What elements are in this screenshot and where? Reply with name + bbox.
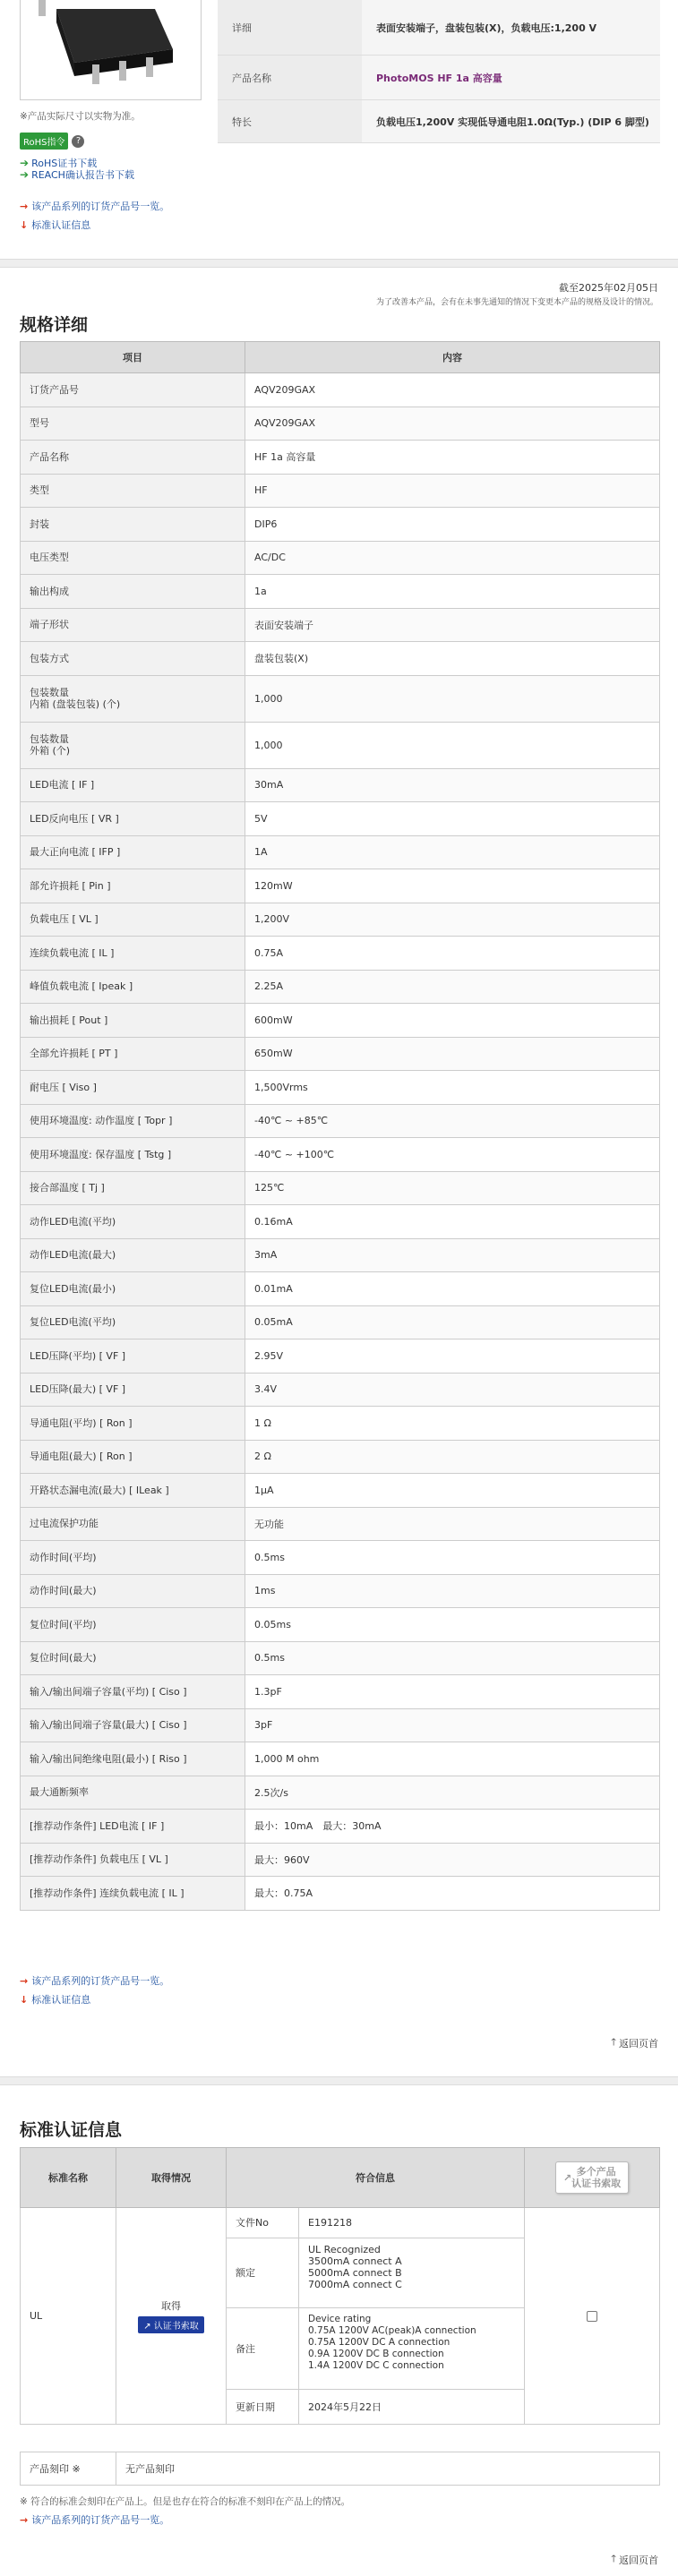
- order-list-link[interactable]: → 该产品系列的订货产品号一览。: [20, 2513, 170, 2526]
- spec-key: 包装数量 外箱 (个): [21, 722, 245, 768]
- download-links: [20, 158, 134, 181]
- marking-note: ※ 符合的标准会刻印在产品上。但是也存在符合的标准不刻印在产品上的情况。: [20, 2496, 351, 2507]
- product-summary: [0, 0, 678, 260]
- spec-value: 3mA: [245, 1238, 660, 1272]
- spec-row: [21, 1205, 660, 1239]
- mini-spec-row: [218, 56, 660, 100]
- mini-spec-row: [218, 100, 660, 143]
- spec-row: [21, 508, 660, 542]
- spec-value: 3.4V: [245, 1373, 660, 1407]
- compliance-info: [227, 2208, 525, 2424]
- spec-value: 1,000: [245, 675, 660, 722]
- spec-value: 表面安装端子: [245, 608, 660, 642]
- spec-key: 输入/输出间绝缘电阻(最小) [ Riso ]: [21, 1742, 245, 1776]
- info-value: E191218: [308, 2216, 352, 2229]
- back-to-top-link[interactable]: 🡑 返回页首: [611, 2034, 658, 2051]
- spec-key: 输入/输出间端子容量(平均) [ Ciso ]: [21, 1675, 245, 1709]
- info-key: 更新日期: [227, 2390, 299, 2424]
- standards-section-title: 标准认证信息: [20, 2120, 123, 2140]
- reach-report-link[interactable]: ➔ REACH确认报告书下载: [20, 168, 134, 181]
- spec-row: [21, 1474, 660, 1508]
- spec-key: 最大通断频率: [21, 1776, 245, 1810]
- spec-key: 耐电压 [ Viso ]: [21, 1071, 245, 1105]
- spec-row: [21, 407, 660, 441]
- spec-row: [21, 474, 660, 508]
- spec-key: 导通电阻(最大) [ Ron ]: [21, 1440, 245, 1474]
- header-standard-name: 标准名称: [21, 2148, 116, 2207]
- spec-key: 峰值负载电流 [ Ipeak ]: [21, 970, 245, 1004]
- arrow-up-icon: 🡑: [611, 2553, 616, 2564]
- spec-row: [21, 768, 660, 802]
- spec-value: 2.25A: [245, 970, 660, 1004]
- spec-row: [21, 1272, 660, 1306]
- standards-header-row: [20, 2147, 660, 2208]
- spec-key: LED压降(平均) [ VF ]: [21, 1339, 245, 1374]
- status-text: 取得: [161, 2300, 181, 2312]
- spec-value: 1ms: [245, 1574, 660, 1608]
- spec-row: [21, 1675, 660, 1709]
- spec-value: 2.5次/s: [245, 1776, 660, 1810]
- header-status: 取得情况: [116, 2148, 227, 2207]
- spec-key: 复位LED电流(平均): [21, 1305, 245, 1339]
- spec-value: 无功能: [245, 1507, 660, 1541]
- spec-value: 0.5ms: [245, 1641, 660, 1675]
- spec-value: 0.5ms: [245, 1541, 660, 1575]
- info-row: [227, 2238, 524, 2308]
- column-header-content: 内容: [245, 342, 660, 373]
- spec-key: 复位时间(平均): [21, 1608, 245, 1642]
- spec-row: [21, 722, 660, 768]
- arrow-right-icon: →: [20, 2513, 29, 2526]
- mini-spec-key: 特长: [218, 100, 362, 142]
- section-divider: [0, 2076, 678, 2085]
- spec-row: [21, 1138, 660, 1172]
- spec-row: [21, 1037, 660, 1071]
- arrow-right-icon: ➔: [20, 157, 30, 169]
- spec-row: [21, 1171, 660, 1205]
- spec-row: [21, 642, 660, 676]
- spec-row: [21, 802, 660, 836]
- spec-row: [21, 608, 660, 642]
- rohs-certificate-link[interactable]: ➔ RoHS证书下载: [20, 157, 98, 169]
- spec-key: 端子形状: [21, 608, 245, 642]
- spec-key: 全部允许损耗 [ PT ]: [21, 1037, 245, 1071]
- spec-section-title: 规格详细: [20, 315, 89, 335]
- spec-key: 动作LED电流(最大): [21, 1238, 245, 1272]
- spec-row: [21, 1373, 660, 1407]
- spec-value: HF 1a 高容量: [245, 441, 660, 475]
- spec-value: 30mA: [245, 768, 660, 802]
- arrow-down-icon: ↓: [20, 218, 29, 231]
- product-image: [20, 0, 202, 100]
- info-row: [227, 2390, 524, 2424]
- spec-row: [21, 1407, 660, 1441]
- spec-value: 1,200V: [245, 903, 660, 937]
- spec-key: LED压降(最大) [ VF ]: [21, 1373, 245, 1407]
- spec-key: 输出损耗 [ Pout ]: [21, 1004, 245, 1038]
- spec-value: 0.05ms: [245, 1608, 660, 1642]
- arrow-right-icon: →: [20, 200, 29, 212]
- spec-row: [21, 441, 660, 475]
- spec-row: [21, 937, 660, 971]
- spec-value: 2.95V: [245, 1339, 660, 1374]
- info-key: 额定: [227, 2238, 299, 2307]
- select-cell: [525, 2208, 659, 2424]
- spec-key: 使用环境温度: 保存温度 [ Tstg ]: [21, 1138, 245, 1172]
- spec-row: [21, 1776, 660, 1810]
- rohs-badge[interactable]: RoHS指令: [20, 133, 68, 150]
- multi-product-cert-button[interactable]: ↗ 多个产品 认证书索取: [555, 2161, 629, 2194]
- select-checkbox[interactable]: [587, 2311, 597, 2322]
- spec-row: [21, 675, 660, 722]
- spec-row: [21, 903, 660, 937]
- spec-key: 过电流保护功能: [21, 1507, 245, 1541]
- spec-key: 型号: [21, 407, 245, 441]
- spec-key: 复位LED电流(最小): [21, 1272, 245, 1306]
- question-icon[interactable]: ?: [72, 135, 84, 148]
- external-link-icon: ↗: [143, 2322, 154, 2332]
- rohs-row: [20, 133, 84, 150]
- spec-value: 650mW: [245, 1037, 660, 1071]
- back-to-top-link[interactable]: 🡑 返回页首: [611, 2551, 658, 2568]
- spec-row: [21, 1708, 660, 1742]
- spec-change-note: 为了改善本产品，会有在未事先通知的情况下变更本产品的规格及设计的情况。: [375, 298, 658, 307]
- spec-row: [21, 1608, 660, 1642]
- marking-key: 产品刻印 ※: [21, 2452, 116, 2485]
- spec-row: [21, 970, 660, 1004]
- spec-value: -40℃ ~ +85℃: [245, 1104, 660, 1138]
- spec-row: [21, 1574, 660, 1608]
- info-value: 2024年5月22日: [308, 2401, 382, 2413]
- image-size-note: ※产品实际尺寸以实物为准。: [20, 111, 141, 122]
- spec-row: [21, 373, 660, 407]
- spec-key: 类型: [21, 474, 245, 508]
- spec-key: 开路状态漏电流(最大) [ ILeak ]: [21, 1474, 245, 1508]
- column-header-item: 项目: [21, 342, 245, 373]
- spec-value: -40℃ ~ +100℃: [245, 1138, 660, 1172]
- info-value: Device rating 0.75A 1200V AC(peak)A connection 0.75A 1200V DC A connection 0.9A 1200V DC B connection 1.4A 1200V DC C connection: [308, 2313, 476, 2371]
- spec-row: [21, 869, 660, 903]
- spec-key: 部允许损耗 [ Pin ]: [21, 869, 245, 903]
- section-divider: [0, 259, 678, 268]
- spec-value: AC/DC: [245, 541, 660, 575]
- spec-value: AQV209GAX: [245, 373, 660, 407]
- spec-table-body: [21, 373, 660, 1911]
- spec-key: 复位时间(最大): [21, 1641, 245, 1675]
- spec-key: [推荐动作条件] 连续负载电流 [ IL ]: [21, 1877, 245, 1911]
- mini-spec-value: 表面安装端子，盘装包装(X)，负载电压:1,200 V: [362, 0, 660, 55]
- header-info: 符合信息: [227, 2148, 525, 2207]
- spec-value: 最小：10mA 最大：30mA: [245, 1810, 660, 1844]
- external-link-icon: ↗: [562, 2171, 572, 2184]
- spec-value: 125℃: [245, 1171, 660, 1205]
- spec-row: [21, 1440, 660, 1474]
- spec-row: [21, 1339, 660, 1374]
- as-of-date: 截至2025年02月05日: [559, 282, 658, 294]
- spec-key: 动作时间(平均): [21, 1541, 245, 1575]
- spec-value: 1,000: [245, 722, 660, 768]
- spec-value: 最大：960V: [245, 1843, 660, 1877]
- info-row: [227, 2308, 524, 2391]
- arrow-right-icon: →: [20, 1974, 29, 1987]
- spec-row: [21, 1641, 660, 1675]
- spec-value: 最大：0.75A: [245, 1877, 660, 1911]
- arrow-down-icon: ↓: [20, 1993, 29, 2006]
- spec-key: 使用环境温度: 动作温度 [ Topr ]: [21, 1104, 245, 1138]
- mini-spec-key: 详细: [218, 0, 362, 55]
- spec-key: LED电流 [ IF ]: [21, 768, 245, 802]
- marking-value: 无产品刻印: [125, 2463, 175, 2475]
- spec-value: 1.3pF: [245, 1675, 660, 1709]
- spec-key: 接合部温度 [ Tj ]: [21, 1171, 245, 1205]
- spec-row: [21, 1541, 660, 1575]
- spec-value: 1μA: [245, 1474, 660, 1508]
- relay-chip-image: [21, 0, 202, 100]
- mini-spec-table: [218, 0, 660, 143]
- spec-row: [21, 1104, 660, 1138]
- spec-value: 3pF: [245, 1708, 660, 1742]
- spec-value: HF: [245, 474, 660, 508]
- order-list-link[interactable]: → 该产品系列的订货产品号一览。: [20, 1974, 170, 1987]
- arrow-right-icon: ➔: [20, 168, 30, 181]
- spec-key: LED反向电压 [ VR ]: [21, 802, 245, 836]
- spec-value: 120mW: [245, 869, 660, 903]
- spec-key: 最大正向电流 [ IFP ]: [21, 835, 245, 869]
- spec-value: 盘装包装(X): [245, 642, 660, 676]
- spec-value: 1a: [245, 575, 660, 609]
- spec-value: 5V: [245, 802, 660, 836]
- spec-table: [20, 341, 660, 1911]
- spec-value: 1,000 M ohm: [245, 1742, 660, 1776]
- standards-link[interactable]: ↓ 标准认证信息: [20, 218, 91, 231]
- spec-row: [21, 1507, 660, 1541]
- spec-key: 电压类型: [21, 541, 245, 575]
- spec-row: [21, 1742, 660, 1776]
- spec-key: 输入/输出间端子容量(最大) [ Ciso ]: [21, 1708, 245, 1742]
- order-list-link[interactable]: → 该产品系列的订货产品号一览。: [20, 200, 170, 212]
- spec-key: [推荐动作条件] 负载电压 [ VL ]: [21, 1843, 245, 1877]
- spec-key: 输出构成: [21, 575, 245, 609]
- spec-value: 1A: [245, 835, 660, 869]
- spec-value: AQV209GAX: [245, 407, 660, 441]
- mini-spec-key: 产品名称: [218, 56, 362, 99]
- spec-key: 包装数量 内箱 (盘装包装) (个): [21, 675, 245, 722]
- cert-request-button[interactable]: ↗ 认证书索取: [138, 2316, 204, 2333]
- spec-row: [21, 1843, 660, 1877]
- spec-key: 负载电压 [ VL ]: [21, 903, 245, 937]
- info-key: 文件No: [227, 2208, 299, 2238]
- mini-spec-row: [218, 0, 660, 56]
- product-marking-row: [20, 2452, 660, 2486]
- spec-row: [21, 1810, 660, 1844]
- info-row: [227, 2208, 524, 2238]
- spec-key: 封装: [21, 508, 245, 542]
- spec-key: 连续负载电流 [ IL ]: [21, 937, 245, 971]
- spec-row: [21, 1877, 660, 1911]
- standards-table: [20, 2147, 660, 2425]
- spec-value: 0.01mA: [245, 1272, 660, 1306]
- header-multi: [525, 2148, 659, 2207]
- spec-key: 订货产品号: [21, 373, 245, 407]
- mini-spec-value: 负载电压1,200V 实现低导通电阻1.0Ω(Typ.) (DIP 6 脚型): [362, 100, 660, 142]
- spec-value: 1,500Vrms: [245, 1071, 660, 1105]
- standards-row: [20, 2208, 660, 2425]
- spec-row: [21, 1071, 660, 1105]
- spec-value: 0.16mA: [245, 1205, 660, 1239]
- spec-key: 包装方式: [21, 642, 245, 676]
- spec-value: 0.75A: [245, 937, 660, 971]
- spec-row: [21, 1238, 660, 1272]
- spec-value: 600mW: [245, 1004, 660, 1038]
- spec-key: 动作时间(最大): [21, 1574, 245, 1608]
- spec-key: 导通电阻(平均) [ Ron ]: [21, 1407, 245, 1441]
- info-value: UL Recognized 3500mA connect A 5000mA connect B 7000mA connect C: [308, 2243, 402, 2290]
- spec-key: 产品名称: [21, 441, 245, 475]
- spec-key: [推荐动作条件] LED电流 [ IF ]: [21, 1810, 245, 1844]
- arrow-up-icon: 🡑: [611, 2036, 616, 2048]
- spec-value: 2 Ω: [245, 1440, 660, 1474]
- spec-row: [21, 1004, 660, 1038]
- status-cell: [116, 2208, 227, 2424]
- spec-value: 1 Ω: [245, 1407, 660, 1441]
- spec-row: [21, 575, 660, 609]
- spec-row: [21, 541, 660, 575]
- spec-row: [21, 835, 660, 869]
- standard-name: UL: [21, 2208, 116, 2424]
- mini-spec-value: PhotoMOS HF 1a 高容量: [362, 56, 660, 99]
- spec-value: DIP6: [245, 508, 660, 542]
- standards-link[interactable]: ↓ 标准认证信息: [20, 1993, 91, 2006]
- spec-value: 0.05mA: [245, 1305, 660, 1339]
- spec-key: 动作LED电流(平均): [21, 1205, 245, 1239]
- info-key: 备注: [227, 2308, 299, 2390]
- spec-row: [21, 1305, 660, 1339]
